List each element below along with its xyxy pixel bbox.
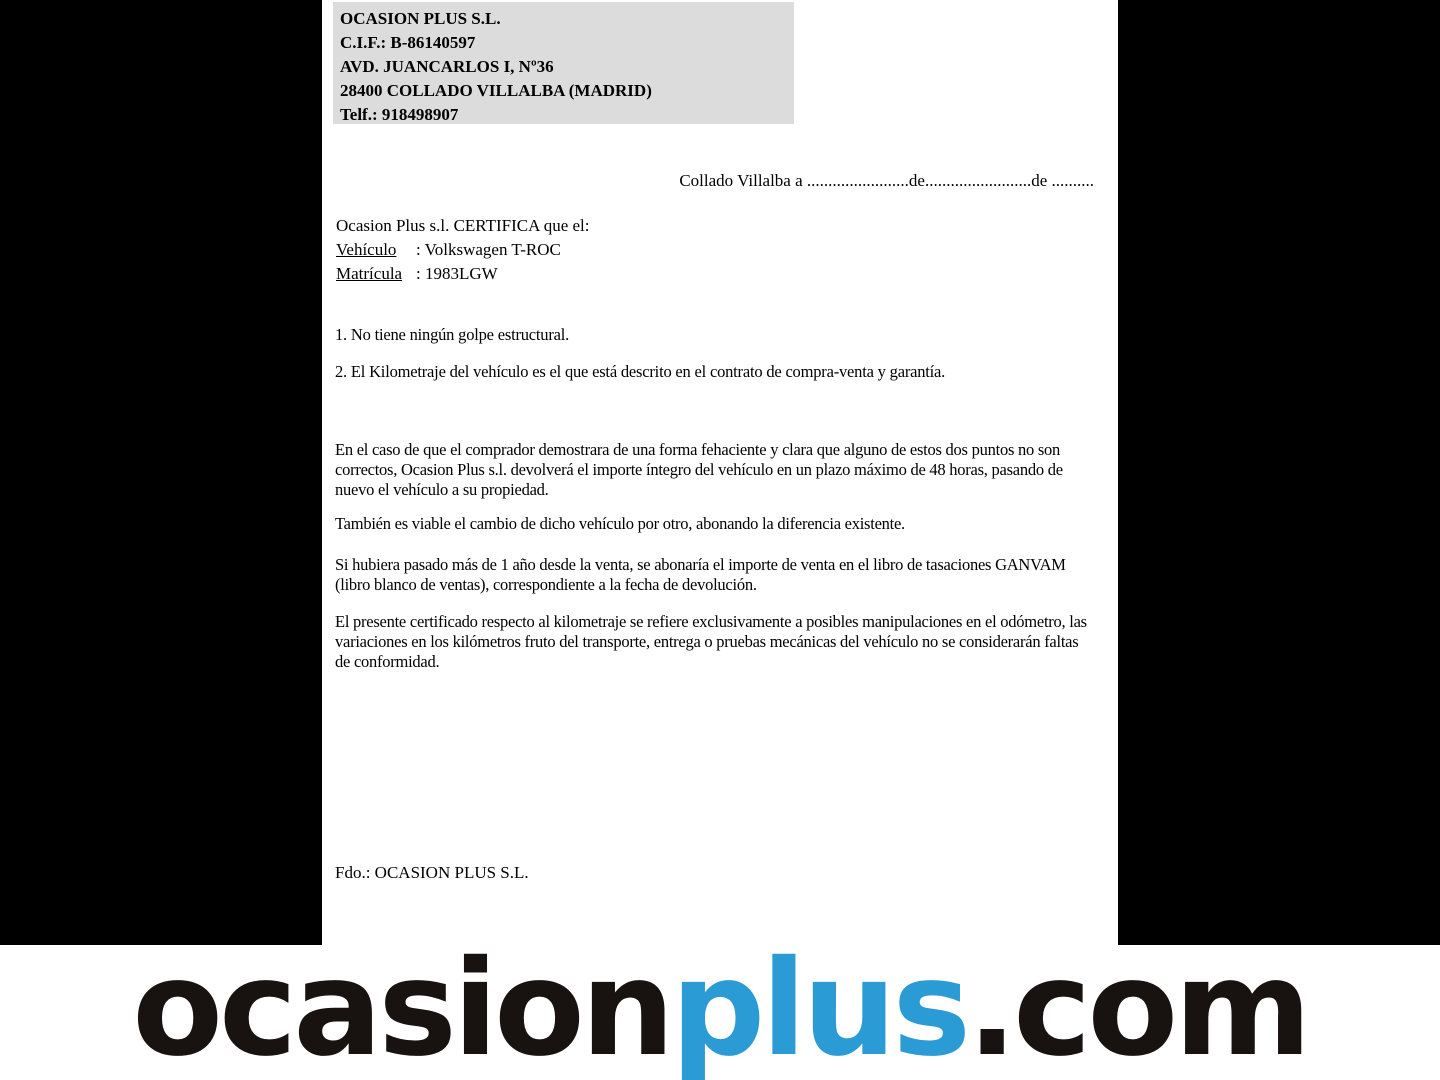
body-paragraph-exchange: También es viable el cambio de dicho vehículo por otro, abonando la diferencia existente.: [335, 514, 905, 533]
plate-line: [336, 264, 498, 284]
logo-text-ocasion: ocasion: [132, 945, 671, 1080]
document-page: [322, 0, 1118, 945]
ocasionplus-logo: [132, 945, 1308, 1080]
vehicle-value: : Volkswagen T-ROC: [416, 240, 561, 259]
vehicle-line: [336, 240, 561, 260]
clause-item-2: 2. El Kilometraje del vehículo es el que está descrito en el contrato de compra-venta y garantía.: [335, 362, 946, 381]
clause-item-1: 1. No tiene ningún golpe estructural.: [335, 325, 570, 344]
plate-label: Matrícula: [336, 264, 403, 283]
company-address: AVD. JUANCARLOS I, Nº36: [340, 57, 554, 76]
company-cif: C.I.F.: B-86140597: [340, 33, 476, 52]
logo-text-plus: plus: [670, 945, 968, 1080]
body-paragraph-refund: En el caso de que el comprador demostrara de una forma fehaciente y clara que alguno de estos dos puntos no son correctos, Ocasion Plus s.l. devolverá el importe íntegro del vehículo en un plazo máximo de 48 horas, pasando de nuevo el vehículo a su propiedad.: [335, 440, 1063, 499]
signature-line: Fdo.: OCASION PLUS S.L.: [335, 863, 529, 882]
company-name: OCASION PLUS S.L.: [340, 9, 501, 28]
company-city: 28400 COLLADO VILLALBA (MADRID): [340, 81, 652, 100]
company-phone: Telf.: 918498907: [340, 105, 459, 124]
body-paragraph-odometer: El presente certificado respecto al kilometraje se refiere exclusivamente a posibles manipulaciones en el odómetro, las variaciones en los kilómetros fruto del transporte, entrega o pruebas mecánicas del vehículo no se considerarán faltas de conformidad.: [335, 612, 1087, 671]
body-paragraph-ganvam: Si hubiera pasado más de 1 año desde la venta, se abonaría el importe de venta en el libro de tasaciones GANVAM (libro blanco de ventas), correspondiente a la fecha de devolución.: [335, 555, 1066, 594]
date-line: Collado Villalba a ........................de.........................de ..........: [679, 171, 1094, 190]
company-header-box: [333, 2, 794, 124]
certification-intro: Ocasion Plus s.l. CERTIFICA que el:: [336, 216, 590, 235]
vehicle-label: Vehículo: [336, 240, 397, 259]
footer-logo-band: [0, 945, 1440, 1080]
plate-value: : 1983LGW: [416, 264, 498, 283]
logo-text-com: .com: [967, 945, 1308, 1080]
